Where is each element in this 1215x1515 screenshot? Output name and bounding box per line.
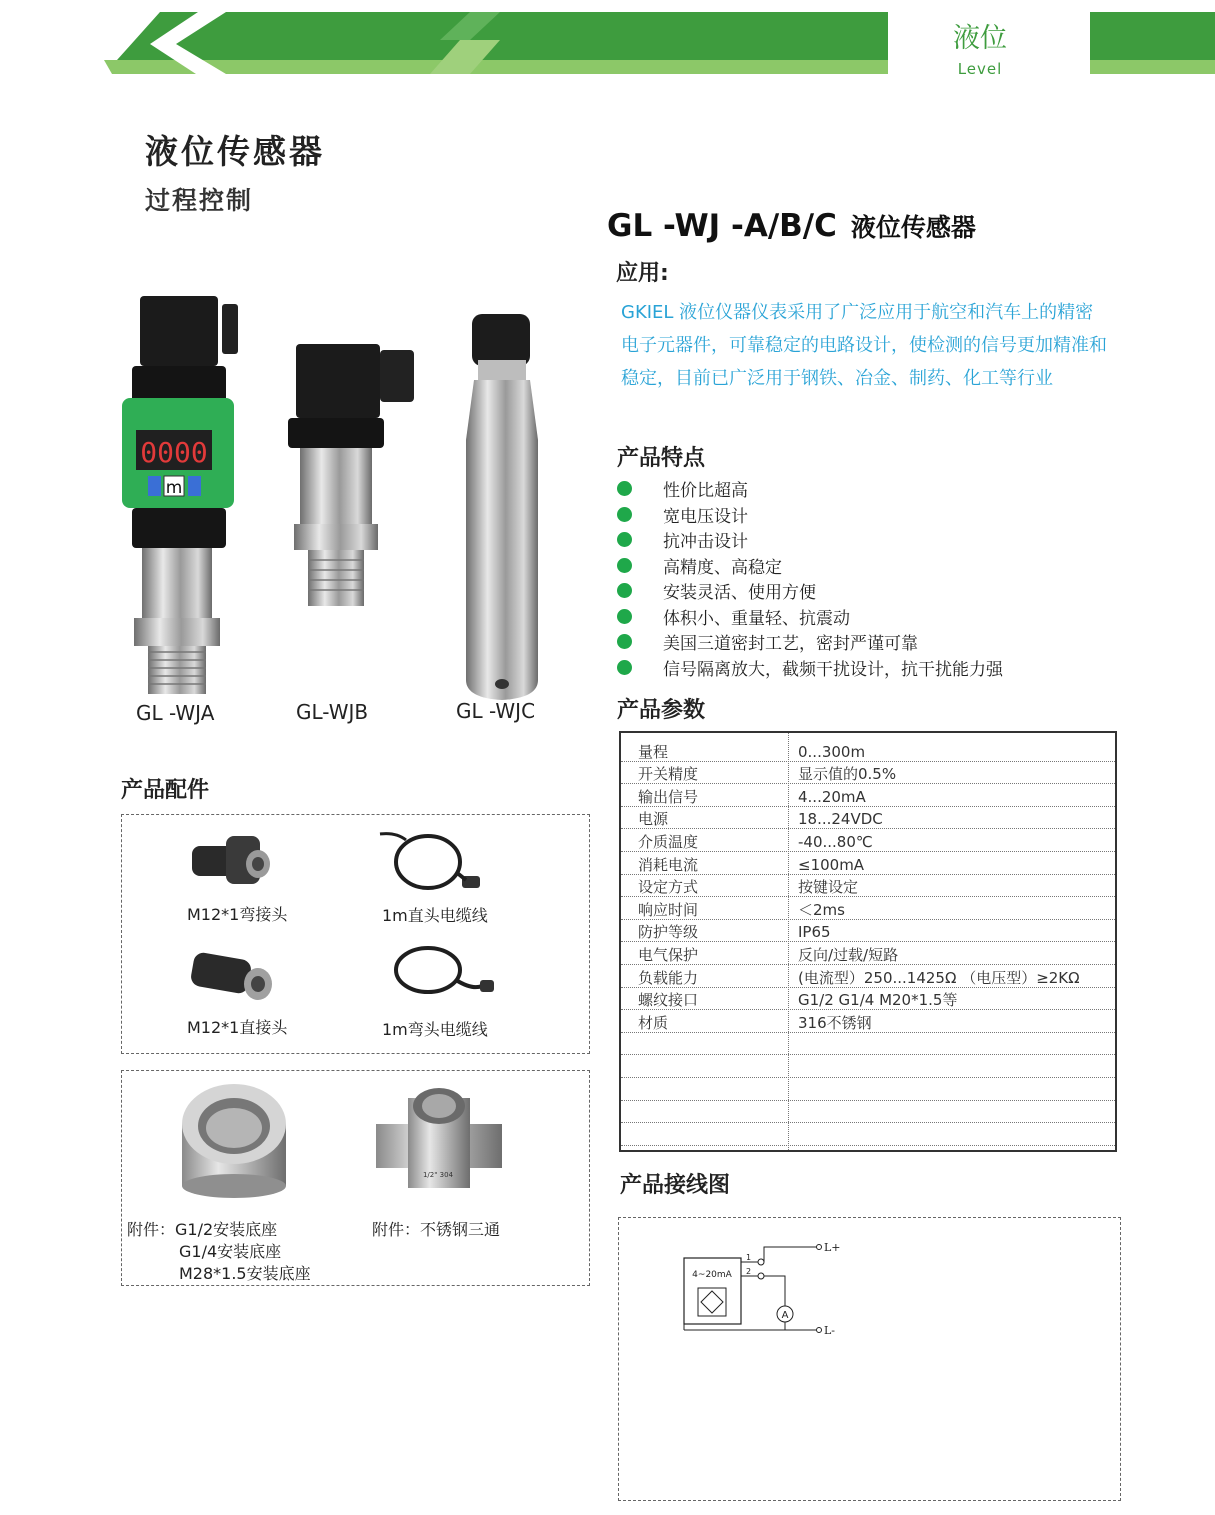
- accessory-image-steel-tee: [372, 1084, 506, 1194]
- params-row: [621, 988, 1115, 1011]
- params-row: [621, 920, 1115, 943]
- bullet-icon: [617, 660, 632, 675]
- bullet-icon: [617, 583, 632, 598]
- accessory-image-elbow-cable: [386, 940, 496, 1002]
- params-row: [621, 807, 1115, 830]
- param-value: 0...300m: [798, 742, 866, 761]
- page-subtitle: 过程控制: [145, 186, 254, 215]
- feature-item: [617, 578, 1003, 604]
- feature-text: 性价比超高: [663, 481, 748, 502]
- params-row: [621, 1033, 1115, 1056]
- param-value: (电流型）250...1425Ω （电压型）≥2KΩ: [798, 968, 1080, 987]
- feature-text: 安装灵活、使用方便: [663, 583, 816, 604]
- param-value: G1/2 G1/4 M20*1.5等: [798, 991, 958, 1010]
- feature-item: [617, 502, 1003, 528]
- display-unit: m: [165, 478, 183, 498]
- application-text: GKIEL 液位仪器仪表采用了广泛应用于航空和汽车上的精密电子元器件，可靠稳定的电路设计，使检测的信号更加精准和稳定，目前已广泛用于钢铁、冶金、制药、化工等行业: [621, 302, 1107, 389]
- wiring-heading: 产品接线图: [620, 1173, 731, 1198]
- params-row: [621, 1123, 1115, 1146]
- product-image-wjb: [284, 340, 424, 610]
- accessory-label-2: 1m直头电缆线: [382, 906, 488, 925]
- accessory-image-straight-connector: [186, 942, 282, 1008]
- param-key: 设定方式: [638, 878, 699, 897]
- mount-label-line3: M28*1.5安装底座: [179, 1264, 311, 1283]
- params-row: [621, 739, 1115, 762]
- feature-text: 抗冲击设计: [663, 532, 748, 553]
- model-title: [607, 208, 976, 244]
- params-row: [621, 897, 1115, 920]
- bullet-icon: [617, 532, 632, 547]
- params-row: [621, 784, 1115, 807]
- param-key: 防护等级: [638, 923, 699, 942]
- param-value: -40...80℃: [798, 832, 873, 851]
- bullet-icon: [617, 634, 632, 649]
- params-row: [621, 1101, 1115, 1124]
- features-list: [617, 476, 1003, 680]
- params-row: [621, 965, 1115, 988]
- param-key: 材质: [638, 1013, 669, 1032]
- feature-item: [617, 527, 1003, 553]
- param-value: ≤100mA: [798, 855, 865, 874]
- wiring-lplus: L+: [824, 1241, 841, 1254]
- features-heading: 产品特点: [617, 446, 706, 471]
- feature-text: 高精度、高稳定: [663, 557, 782, 578]
- param-value: 反向/过载/短路: [798, 945, 899, 964]
- param-value: 4...20mA: [798, 787, 866, 806]
- wiring-device-label: 4~20mA: [692, 1270, 732, 1280]
- param-key: 螺纹接口: [638, 991, 699, 1010]
- tee-marking: 1/2" 304: [422, 1171, 454, 1179]
- param-key: 消耗电流: [638, 855, 699, 874]
- param-key: 输出信号: [638, 787, 699, 806]
- feature-item: [617, 553, 1003, 579]
- param-value: 显示值的0.5%: [798, 765, 897, 784]
- params-table: [619, 731, 1117, 1152]
- param-key: 开关精度: [638, 765, 699, 784]
- params-row: [621, 1055, 1115, 1078]
- mount-label-line1: 附件：G1/2安装底座: [127, 1220, 278, 1239]
- accessory-label-3: M12*1直接头: [187, 1018, 288, 1037]
- param-value: ＜2ms: [798, 900, 845, 919]
- feature-item: [617, 655, 1003, 681]
- params-row: [621, 829, 1115, 852]
- params-row: [621, 942, 1115, 965]
- param-key: 量程: [638, 742, 669, 761]
- section-subtitle: Level: [957, 60, 1003, 78]
- product-label-wjb: GL-WJB: [296, 700, 369, 724]
- bullet-icon: [617, 609, 632, 624]
- param-key: 响应时间: [638, 900, 699, 919]
- feature-text: 信号隔离放大，截频干扰设计，抗干扰能力强: [663, 659, 1003, 680]
- display-digits: 0000: [140, 436, 208, 469]
- mount-label-line2: G1/4安装底座: [179, 1242, 282, 1261]
- params-row: [621, 852, 1115, 875]
- param-key: 介质温度: [638, 832, 699, 851]
- accessory-image-straight-cable: [376, 826, 486, 896]
- product-image-wjc: [452, 310, 552, 705]
- param-value: 按键设定: [798, 878, 859, 897]
- section-title: 液位: [953, 23, 1007, 54]
- model-code: GL -WJ -A/B/C: [607, 208, 837, 244]
- product-label-wjc: GL -WJC: [456, 699, 536, 723]
- accessories-heading: 产品配件: [121, 778, 210, 803]
- param-value: 316不锈钢: [798, 1013, 872, 1032]
- feature-item: [617, 604, 1003, 630]
- product-image-wja: [118, 290, 238, 698]
- accessory-image-elbow-connector: [186, 830, 278, 892]
- accessory-image-mount-base: [178, 1078, 290, 1200]
- params-row: [621, 1078, 1115, 1101]
- wiring-meter: A: [781, 1310, 789, 1321]
- wiring-pin1: 1: [746, 1253, 752, 1262]
- wiring-pin2: 2: [746, 1267, 752, 1276]
- param-value: 18...24VDC: [798, 810, 883, 829]
- application-heading: 应用:: [616, 261, 669, 286]
- accessory-label-4: 1m弯头电缆线: [382, 1020, 488, 1039]
- param-key: 电气保护: [638, 945, 699, 964]
- wiring-diagram: [680, 1236, 850, 1340]
- wiring-lminus: L-: [824, 1324, 836, 1337]
- params-row: [621, 1010, 1115, 1033]
- param-value: IP65: [798, 923, 831, 942]
- tee-label: 附件：不锈钢三通: [372, 1220, 501, 1239]
- bullet-icon: [617, 507, 632, 522]
- param-key: 电源: [638, 810, 669, 829]
- feature-item: [617, 629, 1003, 655]
- params-row: [621, 762, 1115, 785]
- feature-text: 宽电压设计: [663, 506, 748, 527]
- params-heading: 产品参数: [617, 698, 706, 723]
- param-key: 负载能力: [638, 968, 699, 987]
- params-row: [621, 875, 1115, 898]
- feature-item: [617, 476, 1003, 502]
- bullet-icon: [617, 481, 632, 496]
- bullet-icon: [617, 558, 632, 573]
- page-title: 液位传感器: [145, 132, 325, 171]
- accessory-label-1: M12*1弯接头: [187, 905, 288, 924]
- model-name: 液位传感器: [850, 213, 976, 242]
- feature-text: 体积小、重量轻、抗震动: [663, 608, 850, 629]
- feature-text: 美国三道密封工艺，密封严谨可靠: [663, 634, 918, 655]
- product-label-wja: GL -WJA: [136, 701, 215, 725]
